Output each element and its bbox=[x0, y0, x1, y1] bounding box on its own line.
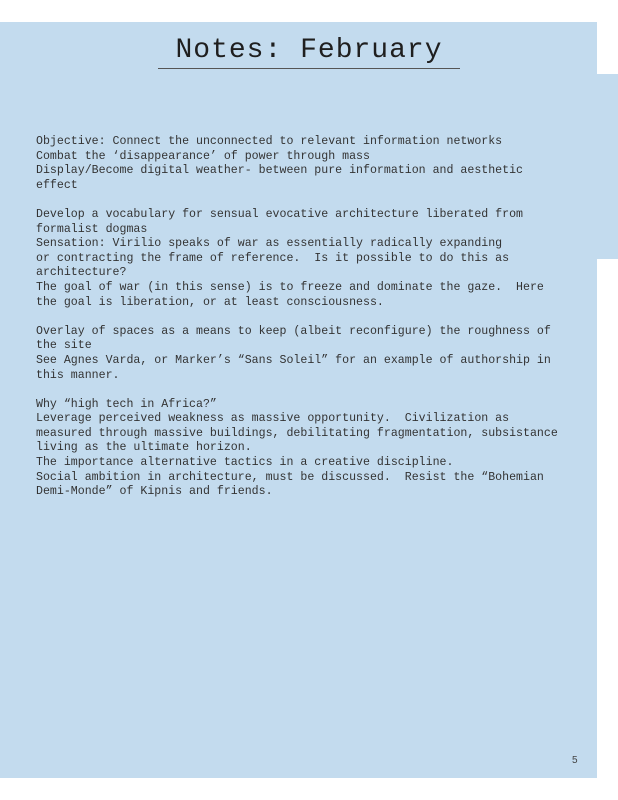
page-title: Notes: February bbox=[175, 35, 443, 66]
text-line: Combat the ‘disappearance’ of power through mass bbox=[36, 149, 370, 163]
paragraph-vocabulary bbox=[36, 208, 588, 310]
text-line: The importance alternative tactics in a creative discipline. bbox=[36, 456, 454, 470]
text-line: formalist dogmas bbox=[36, 222, 148, 236]
page-side-tab bbox=[597, 74, 618, 259]
text-line: architecture? bbox=[36, 266, 127, 280]
text-line: the site bbox=[36, 339, 92, 353]
text-line: Overlay of spaces as a means to keep (albeit reconfigure) the roughness of bbox=[36, 324, 551, 338]
text-line: or contracting the frame of reference. Is it possible to do this as bbox=[36, 251, 510, 265]
text-line: Social ambition in architecture, must be discussed. Resist the “Bohemian bbox=[36, 470, 544, 484]
page-number: 5 bbox=[572, 755, 578, 766]
title-underline bbox=[158, 68, 460, 69]
text-line: effect bbox=[36, 178, 78, 192]
paragraph-objective bbox=[36, 135, 588, 193]
paragraph-overlay bbox=[36, 325, 588, 383]
text-line: Sensation: Virilio speaks of war as essentially radically expanding bbox=[36, 237, 503, 251]
text-line: Develop a vocabulary for sensual evocative architecture liberated from bbox=[36, 207, 524, 221]
text-line: this manner. bbox=[36, 368, 120, 382]
text-line: Demi-Monde” of Kipnis and friends. bbox=[36, 485, 273, 499]
notes-body bbox=[36, 135, 588, 514]
text-line: measured through massive buildings, debilitating fragmentation, subsistance bbox=[36, 426, 558, 440]
text-line: See Agnes Varda, or Marker’s “Sans Soleil” for an example of authorship in bbox=[36, 353, 551, 367]
text-line: the goal is liberation, or at least consciousness. bbox=[36, 295, 384, 309]
text-line: Display/Become digital weather- between pure information and aesthetic bbox=[36, 164, 524, 178]
text-line: Leverage perceived weakness as massive opportunity. Civilization as bbox=[36, 412, 510, 426]
text-line: Why “high tech in Africa?” bbox=[36, 397, 217, 411]
paragraph-africa bbox=[36, 398, 588, 500]
text-line: Objective: Connect the unconnected to relevant information networks bbox=[36, 135, 503, 148]
text-line: The goal of war (in this sense) is to freeze and dominate the gaze. Here bbox=[36, 280, 544, 294]
text-line: living as the ultimate horizon. bbox=[36, 441, 252, 455]
